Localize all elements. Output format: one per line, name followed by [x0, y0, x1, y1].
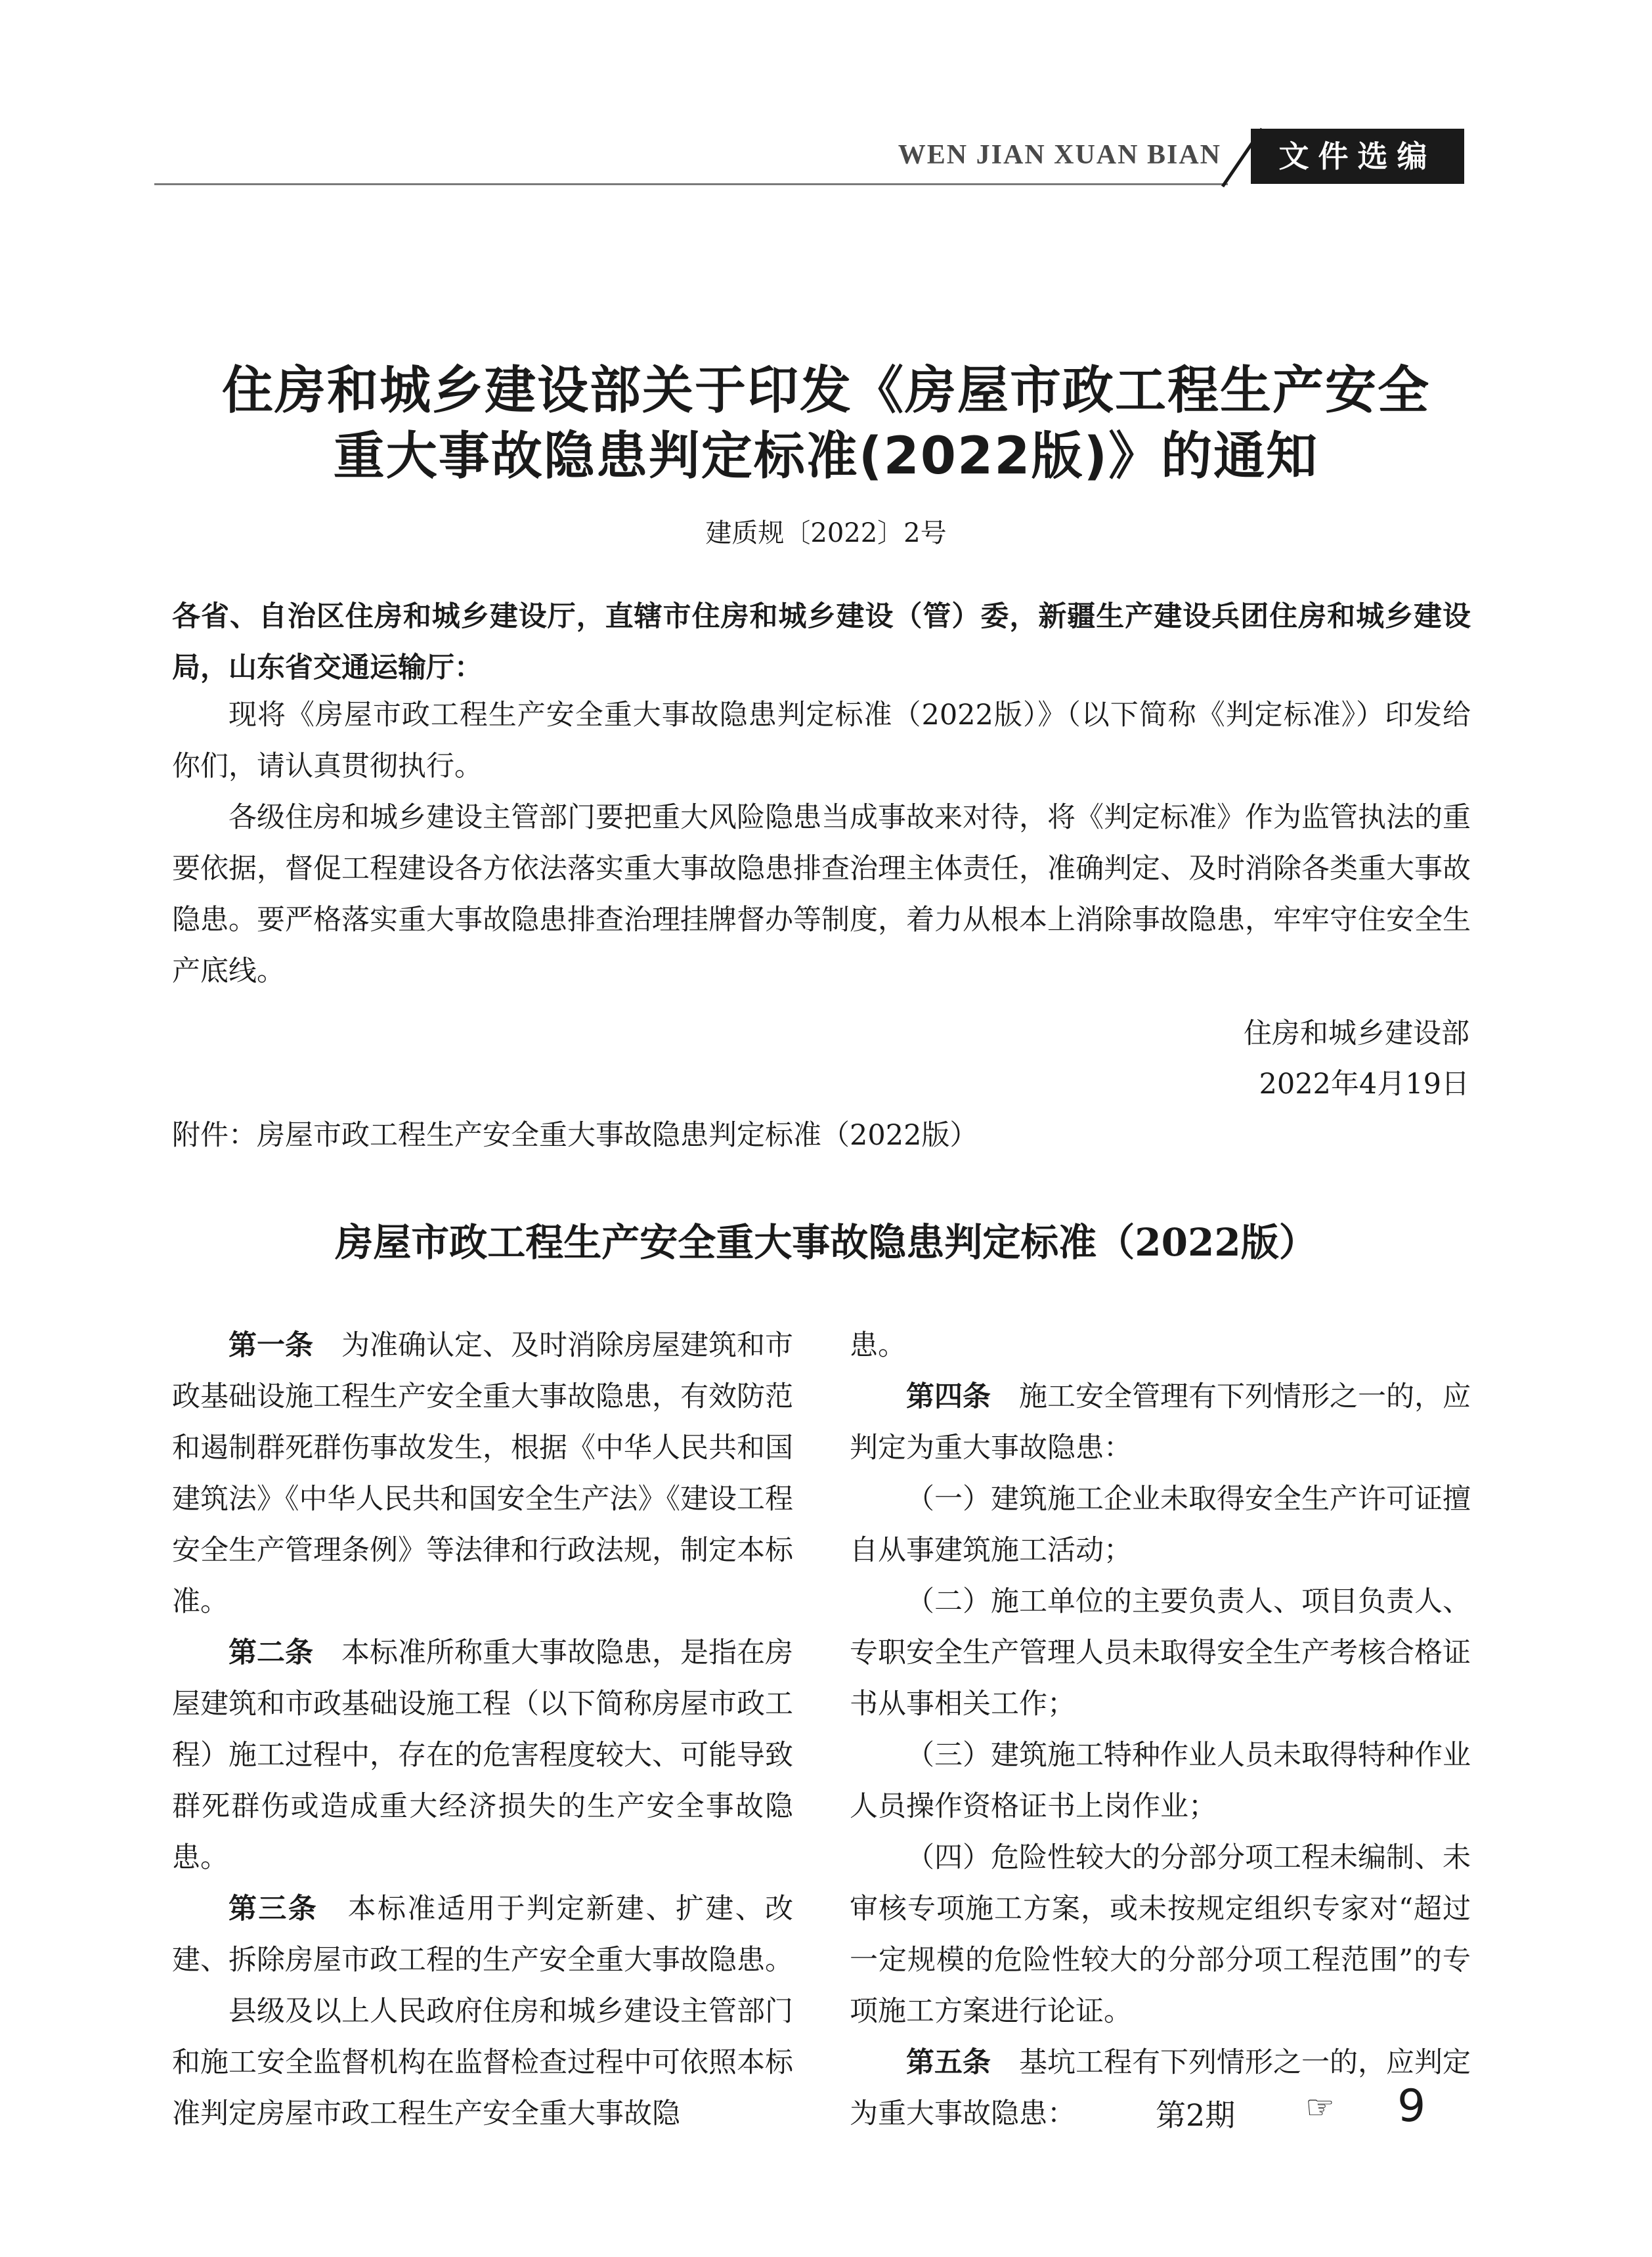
- notice-paragraph-1: 现将《房屋市政工程生产安全重大事故隐患判定标准（2022版）》（以下简称《判定标准》）印发给你们，请认真贯彻执行。: [172, 699, 1471, 783]
- article-4: [850, 1371, 1471, 1474]
- article-label: 第二条: [228, 1636, 313, 1669]
- signature-date: 2022年4月19日: [1259, 1068, 1469, 1101]
- attachment-line: 附件：房屋市政工程生产安全重大事故隐患判定标准（2022版）: [172, 1119, 978, 1152]
- left-column: [172, 1320, 793, 2139]
- issue-number: 第2期: [1156, 2097, 1236, 2133]
- header-rule: [154, 183, 1228, 185]
- pointing-hand-icon: ☞: [1305, 2088, 1335, 2126]
- standard-title: 房屋市政工程生产安全重大事故隐患判定标准（2022版）: [335, 1220, 1317, 1265]
- article-text: 本标准适用于判定新建、扩建、改建、拆除房屋市政工程的生产安全重大事故隐患。: [172, 1893, 794, 1977]
- notice-title-line1: 住房和城乡建设部关于印发《房屋市政工程生产安全: [221, 361, 1430, 420]
- article-2: [172, 1627, 793, 1883]
- article-text: 县级及以上人民政府住房和城乡建设主管部门和施工安全监督机构在监督检查过程中可依照本标准判定房屋市政工程生产安全重大事故隐: [172, 1995, 793, 2130]
- article-3-paragraph-2: [172, 1986, 793, 2139]
- article-label: 第一条: [228, 1329, 313, 1362]
- notice-title-line2: 重大事故隐患判定标准(2022版)》的通知: [333, 427, 1319, 486]
- header-pinyin: WEN JIAN XUAN BIAN: [898, 140, 1221, 170]
- section-label: 文件选编: [1251, 129, 1464, 184]
- article-4-item-2: （二）施工单位的主要负责人、项目负责人、专职安全生产管理人员未取得安全生产考核合格证书从事相关工作；: [850, 1585, 1471, 1720]
- article-4-item-3: （三）建筑施工特种作业人员未取得特种作业人员操作资格证书上岗作业；: [850, 1739, 1471, 1823]
- article-label: 第五条: [906, 2046, 991, 2079]
- notice-paragraph-2: 各级住房和城乡建设主管部门要把重大风险隐患当成事故来对待，将《判定标准》作为监管执法的重要依据，督促工程建设各方依法落实重大事故隐患排查治理主体责任，准确判定、及时消除各类重大事故隐患。要严格落实重大事故隐患排查治理挂牌督办等制度，着力从根本上消除事故隐患，牢牢守住安全生产底线。: [172, 801, 1471, 988]
- article-1: [172, 1320, 793, 1627]
- continuation-text: 患。: [850, 1329, 906, 1362]
- article-label: 第三条: [228, 1893, 318, 1925]
- right-column: [850, 1320, 1471, 2139]
- document-number: 建质规〔2022〕2号: [705, 518, 947, 548]
- article-3: [172, 1883, 793, 1986]
- article-4-item-4: （四）危险性较大的分部分项工程未编制、未审核专项施工方案，或未按规定组织专家对“超过一定规模的危险性较大的分部分项工程范围”的专项施工方案进行论证。: [850, 1841, 1471, 2028]
- article-text: 为准确认定、及时消除房屋建筑和市政基础设施工程生产安全重大事故隐患，有效防范和遏制群死群伤事故发生，根据《中华人民共和国建筑法》《中华人民共和国安全生产法》《建设工程安全生产管理条例》等法律和行政法规，制定本标准。: [172, 1329, 793, 1618]
- article-label: 第四条: [906, 1380, 991, 1413]
- signature-organization: 住房和城乡建设部: [1244, 1017, 1469, 1050]
- addressee: 各省、自治区住房和城乡建设厅，直辖市住房和城乡建设（管）委，新疆生产建设兵团住房和城乡建设局，山东省交通运输厅：: [172, 600, 1471, 684]
- article-text: 施工安全管理有下列情形之一的，应判定为重大事故隐患：: [850, 1380, 1471, 1464]
- article-text: 基坑工程有下列情形之一的，应判定为重大事故隐患：: [850, 2046, 1471, 2130]
- page-number: 9: [1397, 2080, 1426, 2132]
- article-4-item-1: （一）建筑施工企业未取得安全生产许可证擅自从事建筑施工活动；: [850, 1483, 1471, 1567]
- article-text: 本标准所称重大事故隐患，是指在房屋建筑和市政基础设施工程（以下简称房屋市政工程）施工过程中，存在的危害程度较大、可能导致群死群伤或造成重大经济损失的生产安全事故隐患。: [172, 1636, 793, 1874]
